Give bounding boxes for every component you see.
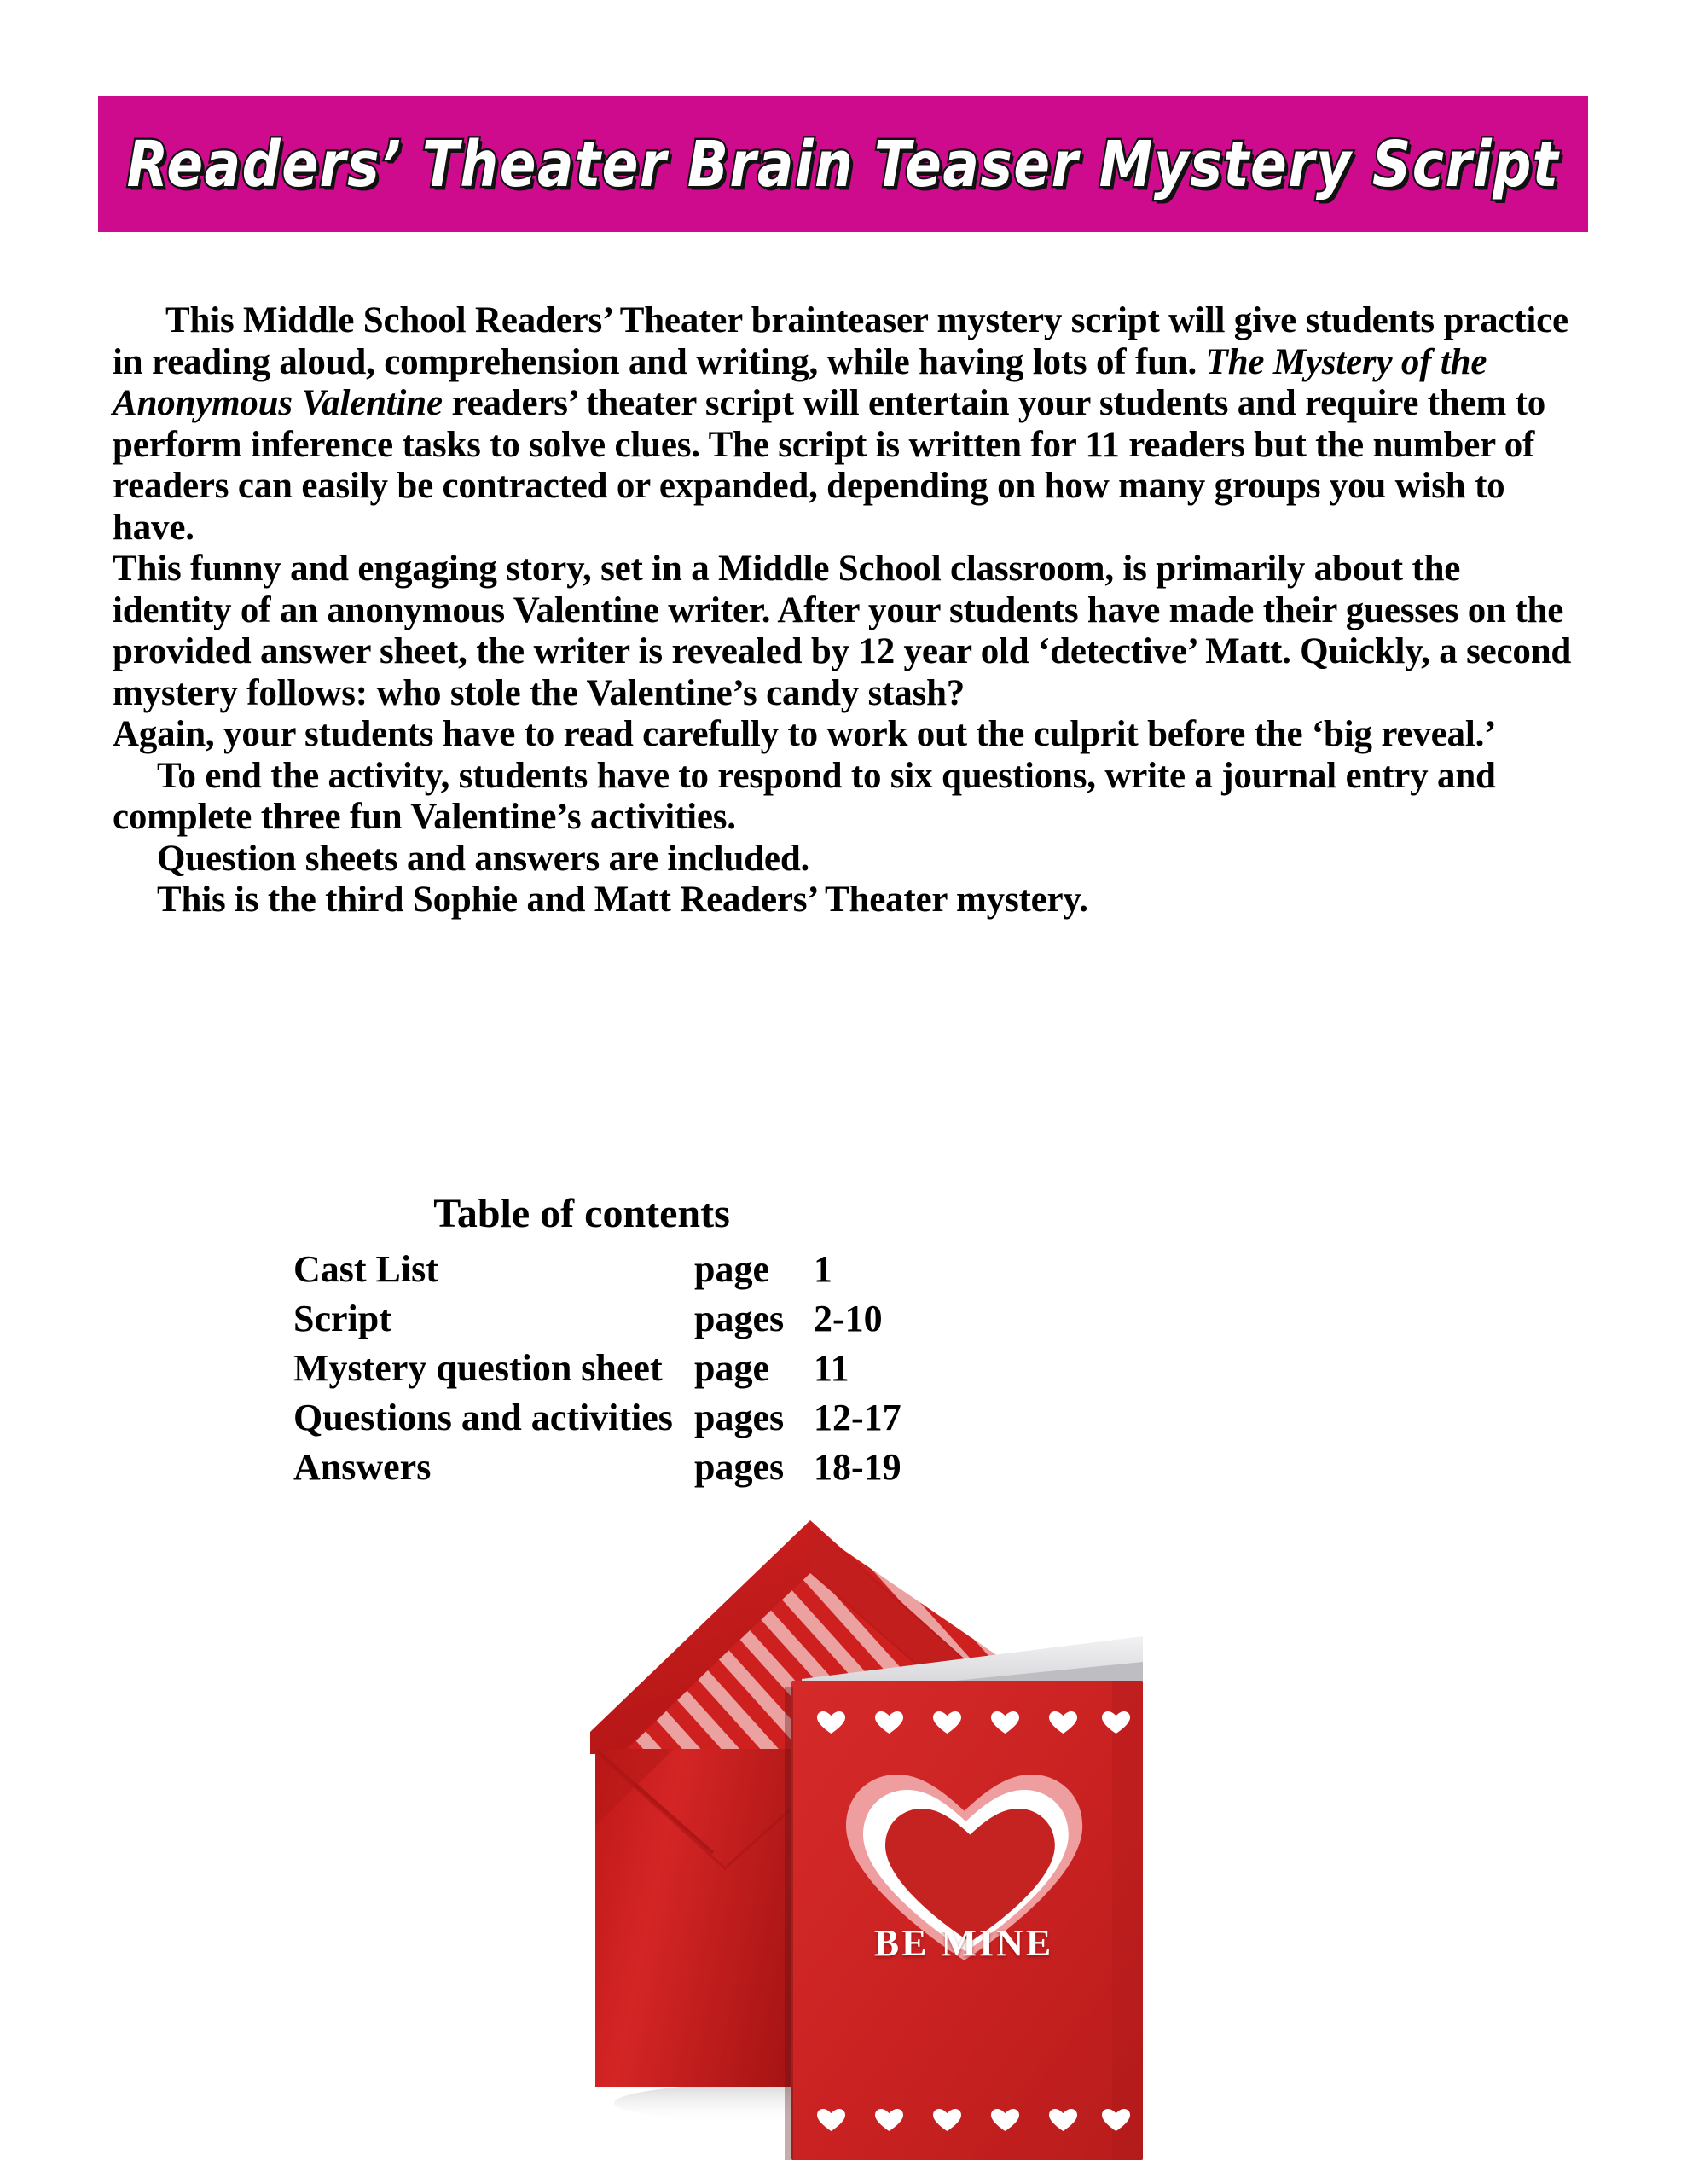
table-of-contents (113, 1190, 1583, 1492)
toc-page-num: 18-19 (814, 1446, 901, 1488)
toc-page-num: 12-17 (814, 1397, 901, 1438)
paragraph-3: Again, your students have to read carefully to work out the culprit before the ‘big reveal.’ (113, 714, 1497, 754)
toc-row (293, 1344, 1583, 1393)
toc-page-word: pages (694, 1397, 785, 1438)
paragraph-6: This is the third Sophie and Matt Readers’ Theater mystery. (157, 880, 1088, 920)
title-banner (98, 96, 1588, 232)
toc-heading: Table of contents (433, 1191, 730, 1236)
card-message-text: BE MINE (873, 1922, 1054, 1964)
toc-page-word: page (694, 1248, 769, 1290)
toc-page-word: page (694, 1347, 769, 1389)
valentine-card-illustration (546, 1467, 1177, 2175)
body-copy (113, 300, 1583, 921)
toc-page-num: 11 (814, 1347, 849, 1389)
paragraph-1-text-a: This Middle School Readers’ Theater brainteaser mystery script will give students practice in reading aloud, comprehension and writing, while having lots of fun. (113, 300, 1568, 382)
toc-row (293, 1294, 1583, 1344)
page-title: Readers’ Theater Brain Teaser Mystery Script (126, 126, 1560, 201)
paragraph-1 (113, 300, 1583, 549)
toc-rows (293, 1245, 1583, 1492)
script-title-italic: The Mystery of the Anonymous Valentine (113, 341, 1487, 423)
toc-row (293, 1393, 1583, 1443)
toc-page-num: 1 (814, 1248, 832, 1290)
toc-label: Answers (293, 1446, 432, 1488)
toc-page-word: pages (694, 1446, 785, 1488)
paragraph-5: Question sheets and answers are included. (157, 838, 810, 879)
toc-label: Cast List (293, 1248, 438, 1290)
toc-row (293, 1245, 1583, 1294)
greeting-card (785, 1681, 1143, 2160)
toc-label: Script (293, 1298, 391, 1339)
toc-page-num: 2-10 (814, 1298, 883, 1339)
paragraph-4: To end the activity, students have to respond to six questions, write a journal entry and complete three fun Valentine’s activities. (113, 755, 1496, 837)
toc-label: Mystery question sheet (293, 1347, 663, 1389)
toc-label: Questions and activities (293, 1397, 673, 1438)
paragraph-2: This funny and engaging story, set in a Middle School classroom, is primarily about the identity of an anonymous Valentine writer. After your students have made their guesses on the provided answer sheet, the writer is revealed by 12 year old ‘detective’ Matt. Quickly, a second mystery follows: who stole the Valentine’s candy stash? (113, 549, 1572, 713)
paragraph-1-text-b: readers’ theater script will entertain your students and require them to perform inference tasks to solve clues. The script is written for 11 readers but the number of readers can easily be contracted or expanded, depending on how many groups you wish to have. (113, 383, 1546, 548)
toc-page-word: pages (694, 1298, 785, 1339)
